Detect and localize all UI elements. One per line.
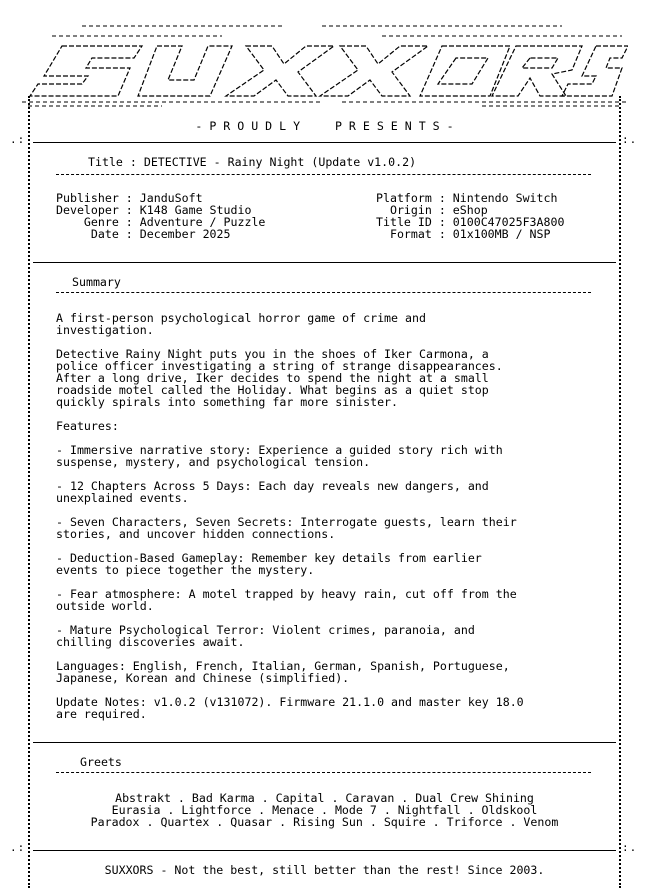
divider — [33, 742, 616, 743]
frame-right-border — [619, 96, 621, 888]
info-title-id: Title ID : 0100C47025F3A800 — [376, 215, 565, 229]
feature-item: - Mature Psychological Terror: Violent crimes, paranoia, and chilling discoveries await. — [56, 623, 475, 649]
summary-heading: Summary — [72, 275, 121, 289]
info-origin: Origin : eShop — [376, 203, 488, 217]
divider — [33, 142, 616, 143]
greets-heading: Greets — [80, 755, 122, 769]
greets-divider — [56, 772, 591, 773]
title-divider — [56, 174, 591, 175]
release-title: Title : DETECTIVE - Rainy Night (Update v1.0.2) — [88, 155, 417, 169]
summary-divider — [56, 292, 591, 293]
update-notes: Update Notes: v1.0.2 (v131072). Firmware 21.1.0 and master key 18.0 are required. — [56, 695, 524, 721]
feature-item: - 12 Chapters Across 5 Days: Each day reveals new dangers, and unexplained events. — [56, 479, 489, 505]
corner-mark-right: :. — [622, 133, 638, 146]
corner-mark-right-bottom: :. — [622, 841, 638, 854]
languages: Languages: English, French, Italian, German, Spanish, Portuguese, Japanese, Korean and Chinese (simplified). — [56, 659, 510, 685]
summary-intro: A first-person psychological horror game of crime and investigation. — [56, 311, 426, 337]
feature-item: - Seven Characters, Seven Secrets: Interrogate guests, learn their stories, and uncover hidden connections. — [56, 515, 517, 541]
feature-item: - Deduction-Based Gameplay: Remember key details from earlier events to piece together the mystery. — [56, 551, 482, 577]
corner-mark-left: .: — [10, 133, 26, 146]
info-genre: Genre : Adventure / Puzzle — [56, 215, 266, 229]
info-developer: Developer : K148 Game Studio — [56, 203, 252, 217]
greets-line: Eurasia . Lightforce . Menace . Mode 7 . Nightfall . Oldskool — [111, 803, 538, 817]
footer-tagline: SUXXORS - Not the best, still better than the rest! Since 2003. — [104, 863, 545, 877]
greets-line: Abstrakt . Bad Karma . Capital . Caravan . Dual Crew Shining — [115, 791, 534, 805]
info-platform: Platform : Nintendo Switch — [376, 191, 558, 205]
feature-item: - Fear atmosphere: A motel trapped by heavy rain, cut off from the outside world. — [56, 587, 517, 613]
info-format: Format : 01x100MB / NSP — [376, 227, 551, 241]
corner-mark-left-bottom: .: — [10, 841, 26, 854]
presents-line: - P R O U D L Y P R E S E N T S - — [195, 119, 454, 133]
suxxors-ascii-logo — [22, 18, 628, 110]
divider — [33, 262, 616, 263]
frame-left-border — [28, 96, 30, 888]
info-date: Date : December 2025 — [56, 227, 231, 241]
info-publisher: Publisher : JanduSoft — [56, 191, 203, 205]
greets-line: Paradox . Quartex . Quasar . Rising Sun . Squire . Triforce . Venom — [90, 815, 559, 829]
features-label: Features: — [56, 419, 119, 433]
divider — [33, 850, 616, 851]
feature-item: - Immersive narrative story: Experience a guided story rich with suspense, mystery, and psychological tension. — [56, 443, 503, 469]
summary-story: Detective Rainy Night puts you in the shoes of Iker Carmona, a police officer investigating a string of strange disappearances. After a long drive, Iker decides to spend the night at a small roadside motel called the Holiday. What begins as a quiet stop quickly spirals into something far more sinister. — [56, 347, 503, 409]
